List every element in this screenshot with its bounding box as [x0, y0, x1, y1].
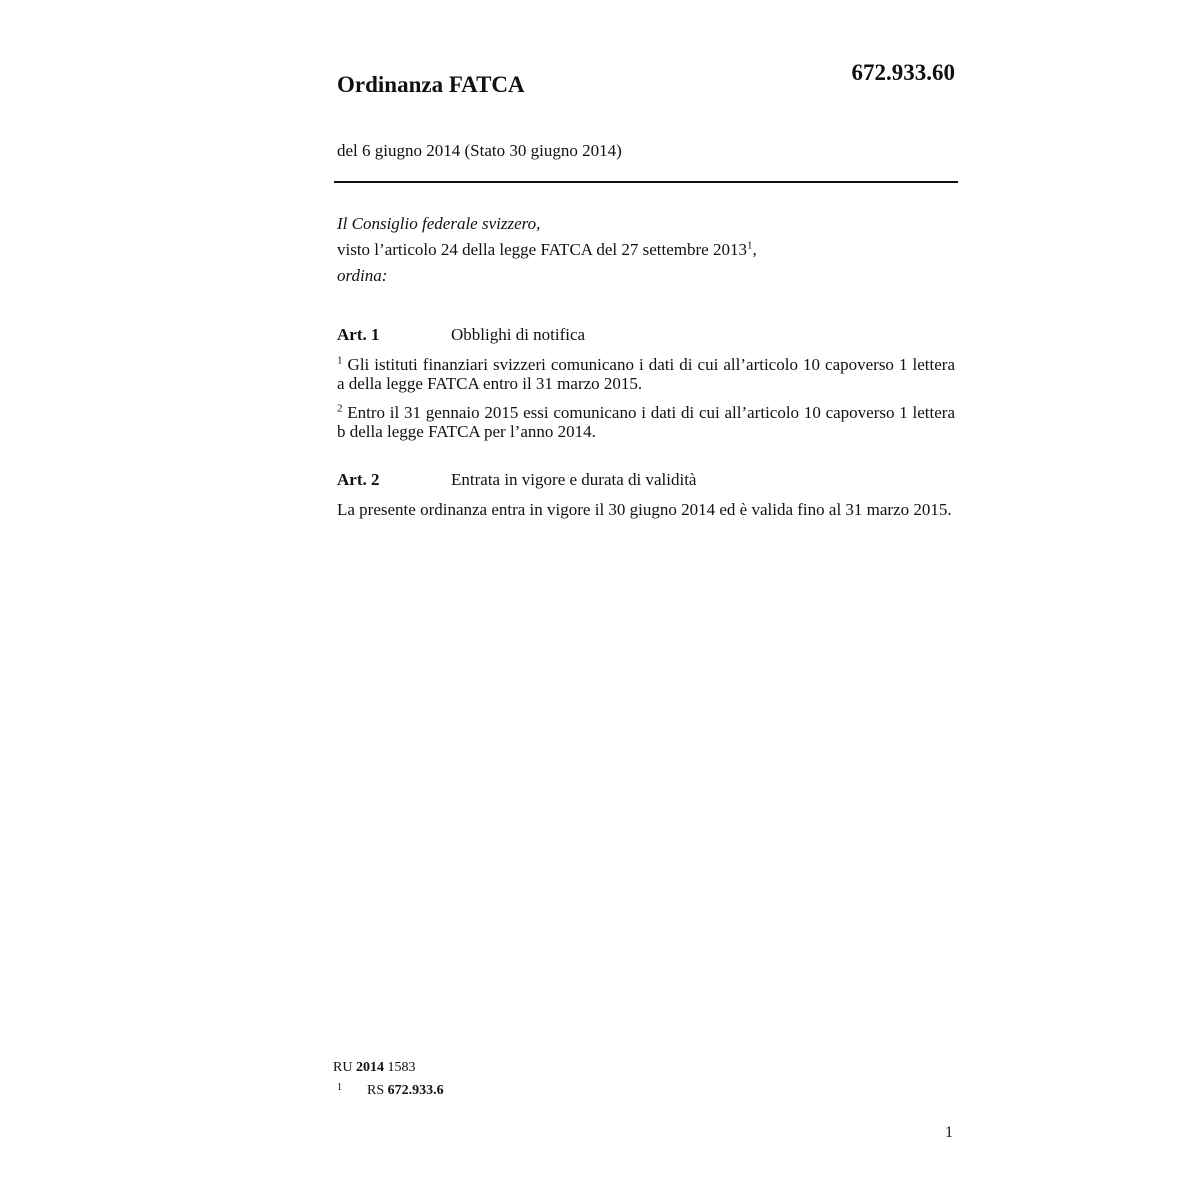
article-heading: [337, 325, 955, 349]
paragraph-text: Entro il 31 gennaio 2015 essi comunicano i dati di cui all’articolo 10 capoverso 1 lettera b della legge FATCA per l’anno 2014.: [337, 403, 955, 441]
article-2: [337, 470, 955, 519]
document-title: Ordinanza FATCA: [337, 72, 525, 97]
footnote-mark: 1: [337, 1082, 342, 1093]
article-paragraph: [337, 403, 955, 441]
preamble-basis-tail: ,: [752, 240, 757, 259]
article-heading: [337, 470, 955, 494]
footnote-ru: [333, 1058, 444, 1078]
article-number: Art. 1: [337, 325, 380, 344]
ru-page: 1583: [383, 1060, 416, 1075]
preamble-ordains: ordina:: [337, 266, 388, 285]
ru-year: 2014: [355, 1060, 384, 1075]
paragraph-text: Gli istituti finanziari svizzeri comunicano i dati di cui all’articolo 10 capoverso 1 lettera a della legge FATCA entro il 31 marzo 2015.: [337, 355, 955, 393]
date-line: del 6 giugno 2014 (Stato 30 giugno 2014): [337, 141, 622, 160]
footnote-reference[interactable]: 1: [746, 239, 753, 252]
footnote-1: [333, 1078, 444, 1101]
rs-prefix: RS: [367, 1083, 388, 1098]
preamble-basis-text: visto l’articolo 24 della legge FATCA del 27 settembre 2013: [337, 240, 747, 259]
sr-number: 672.933.60: [851, 60, 955, 85]
preamble-authority: Il Consiglio federale svizzero,: [337, 214, 541, 233]
article-title: Entrata in vigore e durata di validità: [451, 470, 697, 489]
article-paragraph: [337, 500, 955, 519]
ru-prefix: RU: [333, 1060, 356, 1075]
paragraph-number: 1: [337, 354, 343, 367]
paragraph-text: La presente ordinanza entra in vigore il 30 giugno 2014 ed è valida fino al 31 marzo 2015.: [337, 500, 952, 519]
preamble: [337, 211, 955, 289]
article-paragraph: [337, 355, 955, 393]
article-title: Obblighi di notifica: [451, 325, 586, 344]
paragraph-number: 2: [337, 402, 343, 415]
document-page: [333, 0, 955, 1200]
header-divider: [334, 181, 958, 183]
preamble-basis: [337, 237, 955, 263]
article-number: Art. 2: [337, 470, 380, 489]
footnotes: [333, 1058, 444, 1101]
article-1: [337, 325, 955, 441]
rs-number[interactable]: 672.933.6: [387, 1083, 444, 1098]
page-number: 1: [945, 1124, 953, 1141]
